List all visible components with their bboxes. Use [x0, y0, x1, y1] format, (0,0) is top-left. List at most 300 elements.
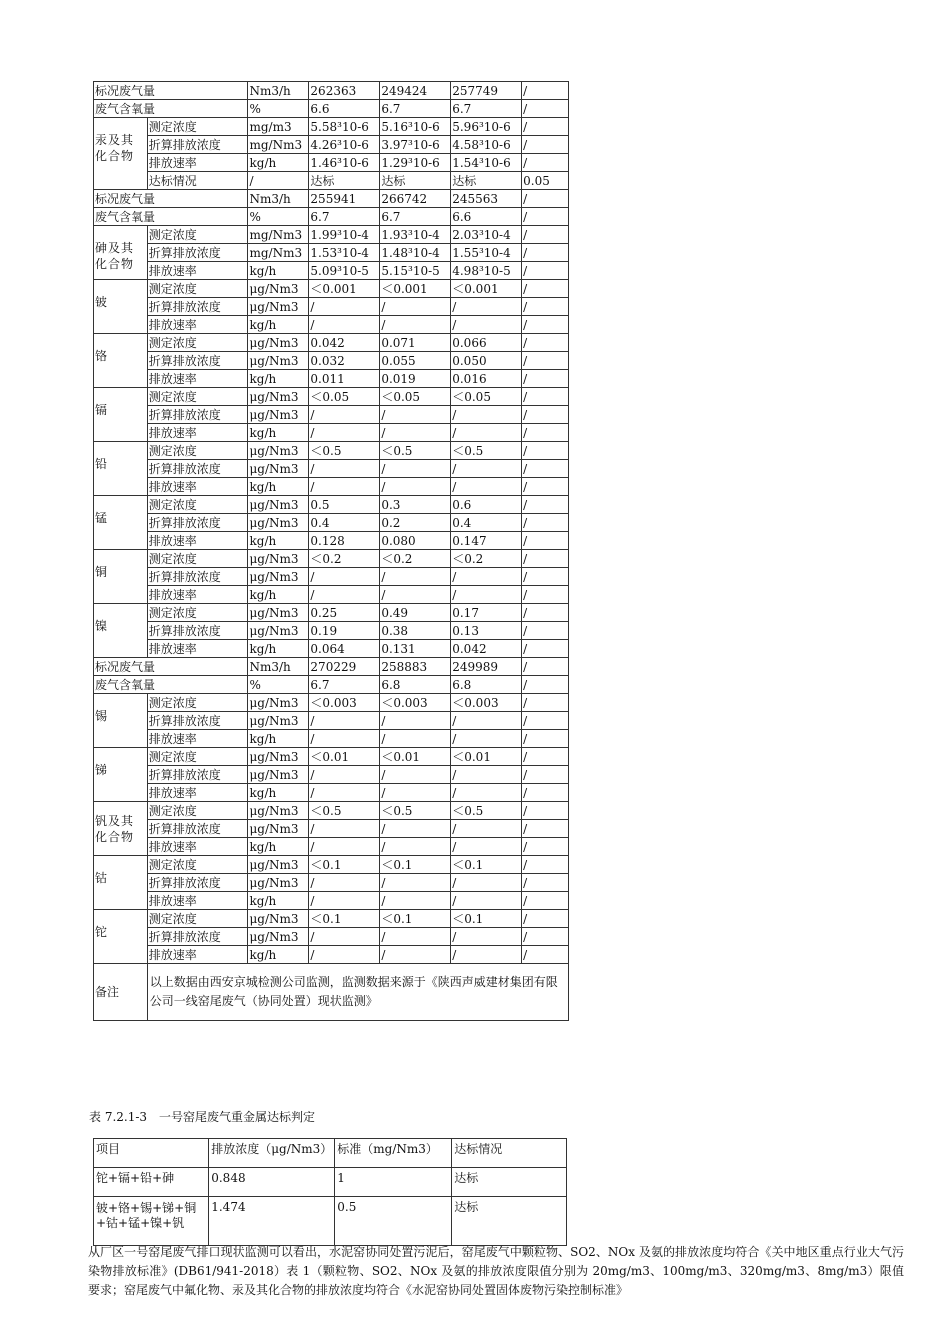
value-cell: /	[451, 838, 522, 856]
parameter-cell: 折算排放浓度	[147, 514, 248, 532]
summary-header-row	[94, 1139, 567, 1168]
table-row	[94, 892, 569, 910]
value-cell: 0.25	[309, 604, 380, 622]
unit-cell: μg/Nm3	[248, 514, 309, 532]
value-cell: 5.16³10-6	[380, 118, 451, 136]
unit-cell: μg/Nm3	[248, 460, 309, 478]
value-cell: /	[522, 280, 569, 298]
value-cell: /	[451, 820, 522, 838]
parameter-cell: 测定浓度	[147, 496, 248, 514]
value-cell: /	[309, 820, 380, 838]
value-cell: /	[522, 352, 569, 370]
table-row	[94, 784, 569, 802]
unit-cell: kg/h	[248, 478, 309, 496]
unit-cell: kg/h	[248, 154, 309, 172]
value-cell: /	[309, 766, 380, 784]
table-row	[94, 262, 569, 280]
value-cell: ＜0.05	[309, 388, 380, 406]
value-cell: ＜0.1	[309, 856, 380, 874]
table-row	[94, 478, 569, 496]
value-cell: /	[380, 784, 451, 802]
value-cell: ＜0.5	[309, 442, 380, 460]
parameter-cell: 折算排放浓度	[147, 766, 248, 784]
table-row	[94, 496, 569, 514]
table-row	[94, 874, 569, 892]
value-cell: /	[309, 838, 380, 856]
parameter-cell: 排放速率	[147, 892, 248, 910]
value-cell: 249424	[380, 82, 451, 100]
value-cell: /	[309, 874, 380, 892]
value-cell: /	[522, 766, 569, 784]
value-cell: /	[380, 586, 451, 604]
table-row	[94, 766, 569, 784]
table-row	[94, 136, 569, 154]
value-cell: /	[451, 892, 522, 910]
value-cell: ＜0.01	[451, 748, 522, 766]
unit-cell: μg/Nm3	[248, 334, 309, 352]
value-cell: 达标	[451, 172, 522, 190]
conclusion-paragraph: 从厂区一号窑尾废气排口现状监测可以看出，水泥窑协同处置污泥后，窑尾废气中颗粒物、SO2、NOx 及氨的排放浓度均符合《关中地区重点行业大气污染物排放标准》(DB61/941-2018）表 1（颗粒物、SO2、NOx 及氨的排放浓度限值分别为 20mg/m3、100mg/m3、320mg/m3、8mg/m3）限值要求；窑尾废气中氟化物、汞及其化合物的排放浓度均符合《水泥窑协同处置固体废物污染控制标准》	[88, 1245, 904, 1297]
value-cell: /	[451, 766, 522, 784]
value-cell: 0.128	[309, 532, 380, 550]
table-row	[94, 172, 569, 190]
table-row	[94, 388, 569, 406]
value-cell: /	[522, 712, 569, 730]
value-cell: 0.032	[309, 352, 380, 370]
value-cell: /	[309, 892, 380, 910]
unit-cell: μg/Nm3	[248, 928, 309, 946]
table-row	[94, 856, 569, 874]
summary-concentration: 1.474	[209, 1197, 335, 1246]
table-row	[94, 370, 569, 388]
table-row	[94, 352, 569, 370]
value-cell: /	[380, 316, 451, 334]
unit-cell: μg/Nm3	[248, 622, 309, 640]
value-cell: /	[309, 406, 380, 424]
parameter-cell: 折算排放浓度	[147, 298, 248, 316]
value-cell: /	[451, 712, 522, 730]
value-cell: /	[522, 334, 569, 352]
unit-cell: kg/h	[248, 640, 309, 658]
table-row	[94, 226, 569, 244]
value-cell: ＜0.05	[380, 388, 451, 406]
parameter-cell: 折算排放浓度	[147, 352, 248, 370]
value-cell: 266742	[380, 190, 451, 208]
parameter-cell: 测定浓度	[147, 442, 248, 460]
value-cell: /	[522, 820, 569, 838]
table-row	[94, 100, 569, 118]
value-cell: 6.7	[309, 676, 380, 694]
unit-cell: kg/h	[248, 316, 309, 334]
unit-cell: kg/h	[248, 586, 309, 604]
parameter-cell: 排放速率	[147, 370, 248, 388]
value-cell: 0.17	[451, 604, 522, 622]
value-cell: /	[309, 478, 380, 496]
value-cell: /	[309, 730, 380, 748]
value-cell: 6.7	[380, 208, 451, 226]
value-cell: /	[380, 424, 451, 442]
value-cell: 0.147	[451, 532, 522, 550]
value-cell: /	[522, 478, 569, 496]
value-cell: 0.071	[380, 334, 451, 352]
row-label: 废气含氧量	[94, 100, 248, 118]
table-row	[94, 532, 569, 550]
table-row	[94, 640, 569, 658]
parameter-cell: 测定浓度	[147, 334, 248, 352]
table-row	[94, 694, 569, 712]
value-cell: /	[522, 676, 569, 694]
unit-cell: μg/Nm3	[248, 874, 309, 892]
value-cell: /	[380, 478, 451, 496]
pollutant-name: 铍	[94, 280, 148, 334]
parameter-cell: 排放速率	[147, 532, 248, 550]
parameter-cell: 排放速率	[147, 424, 248, 442]
table-row	[94, 208, 569, 226]
value-cell: 249989	[451, 658, 522, 676]
value-cell: /	[522, 586, 569, 604]
parameter-cell: 折算排放浓度	[147, 712, 248, 730]
value-cell: ＜0.5	[380, 442, 451, 460]
unit-cell: μg/Nm3	[248, 712, 309, 730]
value-cell: /	[451, 568, 522, 586]
value-cell: ＜0.1	[380, 910, 451, 928]
value-cell: /	[522, 730, 569, 748]
pollutant-name: 铊	[94, 910, 148, 964]
table-row	[94, 190, 569, 208]
table-row	[94, 604, 569, 622]
value-cell: 0.066	[451, 334, 522, 352]
table-row	[94, 712, 569, 730]
value-cell: 0.49	[380, 604, 451, 622]
unit-cell: kg/h	[248, 262, 309, 280]
pollutant-name: 铬	[94, 334, 148, 388]
value-cell: 0.042	[451, 640, 522, 658]
parameter-cell: 测定浓度	[147, 910, 248, 928]
unit-cell: μg/Nm3	[248, 352, 309, 370]
value-cell: /	[380, 928, 451, 946]
value-cell: /	[380, 874, 451, 892]
unit-cell: kg/h	[248, 532, 309, 550]
value-cell: ＜0.001	[380, 280, 451, 298]
value-cell: /	[522, 262, 569, 280]
header-standard: 标准（mg/Nm3）	[335, 1139, 452, 1168]
unit-cell: Nm3/h	[248, 82, 309, 100]
value-cell: 1.55³10-4	[451, 244, 522, 262]
value-cell: 达标	[309, 172, 380, 190]
value-cell: /	[522, 100, 569, 118]
value-cell: 1.54³10-6	[451, 154, 522, 172]
value-cell: /	[309, 928, 380, 946]
value-cell: 0.4	[309, 514, 380, 532]
table-row	[94, 730, 569, 748]
value-cell: 0.016	[451, 370, 522, 388]
row-label: 废气含氧量	[94, 676, 248, 694]
value-cell: 0.2	[380, 514, 451, 532]
table-row	[94, 334, 569, 352]
value-cell: 5.15³10-5	[380, 262, 451, 280]
value-cell: 0.064	[309, 640, 380, 658]
summary-row	[94, 1197, 567, 1246]
header-compliance: 达标情况	[452, 1139, 567, 1168]
value-cell: 3.97³10-6	[380, 136, 451, 154]
value-cell: ＜0.1	[451, 856, 522, 874]
pollutant-name: 汞及其化合物	[94, 118, 148, 190]
value-cell: /	[380, 892, 451, 910]
value-cell: /	[522, 748, 569, 766]
parameter-cell: 排放速率	[147, 640, 248, 658]
parameter-cell: 折算排放浓度	[147, 406, 248, 424]
value-cell: /	[380, 730, 451, 748]
unit-cell: μg/Nm3	[248, 550, 309, 568]
parameter-cell: 排放速率	[147, 478, 248, 496]
header-item: 项目	[94, 1139, 209, 1168]
value-cell: ＜0.003	[451, 694, 522, 712]
value-cell: 6.8	[451, 676, 522, 694]
unit-cell: kg/h	[248, 370, 309, 388]
value-cell: 0.050	[451, 352, 522, 370]
parameter-cell: 测定浓度	[147, 550, 248, 568]
value-cell: ＜0.1	[380, 856, 451, 874]
value-cell: 5.09³10-5	[309, 262, 380, 280]
value-cell: /	[451, 946, 522, 964]
monitoring-data-table	[93, 81, 569, 1021]
unit-cell: μg/Nm3	[248, 694, 309, 712]
value-cell: 2.03³10-4	[451, 226, 522, 244]
parameter-cell: 排放速率	[147, 316, 248, 334]
value-cell: 0.080	[380, 532, 451, 550]
value-cell: 5.58³10-6	[309, 118, 380, 136]
value-cell: ＜0.2	[451, 550, 522, 568]
value-cell: /	[451, 874, 522, 892]
table-row	[94, 946, 569, 964]
parameter-cell: 折算排放浓度	[147, 622, 248, 640]
value-cell: /	[522, 424, 569, 442]
table-caption: 表 7.2.1-3 一号窑尾废气重金属达标判定	[89, 1110, 316, 1124]
parameter-cell: 排放速率	[147, 946, 248, 964]
unit-cell: μg/Nm3	[248, 802, 309, 820]
value-cell: ＜0.05	[451, 388, 522, 406]
value-cell: 0.019	[380, 370, 451, 388]
value-cell: /	[451, 298, 522, 316]
value-cell: ＜0.001	[309, 280, 380, 298]
unit-cell: μg/Nm3	[248, 820, 309, 838]
value-cell: /	[522, 406, 569, 424]
parameter-cell: 测定浓度	[147, 226, 248, 244]
value-cell: 5.96³10-6	[451, 118, 522, 136]
value-cell: /	[522, 550, 569, 568]
value-cell: /	[522, 946, 569, 964]
table-row	[94, 838, 569, 856]
table-row	[94, 550, 569, 568]
value-cell: /	[522, 442, 569, 460]
value-cell: /	[522, 208, 569, 226]
pollutant-name: 锰	[94, 496, 148, 550]
value-cell: /	[309, 946, 380, 964]
table-row	[94, 820, 569, 838]
notes-row	[94, 964, 569, 1021]
value-cell: /	[309, 316, 380, 334]
value-cell: ＜0.1	[451, 910, 522, 928]
value-cell: 6.6	[309, 100, 380, 118]
value-cell: /	[380, 406, 451, 424]
parameter-cell: 折算排放浓度	[147, 928, 248, 946]
value-cell: /	[309, 586, 380, 604]
value-cell: /	[522, 226, 569, 244]
value-cell: /	[380, 820, 451, 838]
unit-cell: %	[248, 676, 309, 694]
row-label: 标况废气量	[94, 82, 248, 100]
value-cell: 0.042	[309, 334, 380, 352]
pollutant-name: 砷及其化合物	[94, 226, 148, 280]
table-row	[94, 658, 569, 676]
value-cell: /	[522, 298, 569, 316]
value-cell: /	[309, 784, 380, 802]
value-cell: /	[522, 892, 569, 910]
table-row	[94, 748, 569, 766]
value-cell: /	[380, 712, 451, 730]
value-cell: 6.6	[451, 208, 522, 226]
value-cell: ＜0.003	[380, 694, 451, 712]
value-cell: 270229	[309, 658, 380, 676]
table-row	[94, 118, 569, 136]
value-cell: /	[380, 766, 451, 784]
value-cell: /	[451, 928, 522, 946]
unit-cell: %	[248, 208, 309, 226]
value-cell: /	[380, 460, 451, 478]
unit-cell: kg/h	[248, 784, 309, 802]
unit-cell: mg/m3	[248, 118, 309, 136]
header-concentration: 排放浓度（μg/Nm3）	[209, 1139, 335, 1168]
value-cell: /	[451, 784, 522, 802]
value-cell: /	[380, 838, 451, 856]
summary-item: 铊+镉+铅+砷	[94, 1168, 209, 1197]
value-cell: /	[380, 946, 451, 964]
summary-standard: 0.5	[335, 1197, 452, 1246]
value-cell: /	[522, 82, 569, 100]
value-cell: /	[309, 424, 380, 442]
unit-cell: kg/h	[248, 838, 309, 856]
value-cell: /	[522, 118, 569, 136]
parameter-cell: 测定浓度	[147, 694, 248, 712]
value-cell: ＜0.5	[451, 442, 522, 460]
parameter-cell: 排放速率	[147, 838, 248, 856]
value-cell: ＜0.01	[380, 748, 451, 766]
unit-cell: μg/Nm3	[248, 496, 309, 514]
value-cell: 258883	[380, 658, 451, 676]
table-row	[94, 460, 569, 478]
value-cell: 6.7	[380, 100, 451, 118]
unit-cell: μg/Nm3	[248, 442, 309, 460]
parameter-cell: 测定浓度	[147, 118, 248, 136]
value-cell: /	[522, 190, 569, 208]
value-cell: /	[522, 910, 569, 928]
value-cell: ＜0.2	[309, 550, 380, 568]
unit-cell: μg/Nm3	[248, 910, 309, 928]
parameter-cell: 排放速率	[147, 262, 248, 280]
unit-cell: kg/h	[248, 730, 309, 748]
value-cell: 257749	[451, 82, 522, 100]
unit-cell: μg/Nm3	[248, 280, 309, 298]
value-cell: /	[380, 298, 451, 316]
value-cell: 1.53³10-4	[309, 244, 380, 262]
row-label: 标况废气量	[94, 658, 248, 676]
parameter-cell: 测定浓度	[147, 388, 248, 406]
notes-text: 以上数据由西安京城检测公司监测，监测数据来源于《陕西声威建材集团有限公司一线窑尾废气（协同处置）现状监测》	[147, 964, 568, 1021]
value-cell: /	[451, 316, 522, 334]
value-cell: /	[309, 460, 380, 478]
parameter-cell: 折算排放浓度	[147, 820, 248, 838]
table-row	[94, 244, 569, 262]
unit-cell: μg/Nm3	[248, 406, 309, 424]
value-cell: /	[451, 730, 522, 748]
value-cell: /	[522, 514, 569, 532]
pollutant-name: 钴	[94, 856, 148, 910]
table-row	[94, 406, 569, 424]
table-row	[94, 568, 569, 586]
value-cell: 0.19	[309, 622, 380, 640]
unit-cell: μg/Nm3	[248, 388, 309, 406]
table-row	[94, 316, 569, 334]
parameter-cell: 达标情况	[147, 172, 248, 190]
table-row	[94, 514, 569, 532]
value-cell: 6.8	[380, 676, 451, 694]
value-cell: /	[522, 136, 569, 154]
unit-cell: μg/Nm3	[248, 568, 309, 586]
value-cell: /	[451, 460, 522, 478]
pollutant-name: 锑	[94, 748, 148, 802]
value-cell: ＜0.5	[451, 802, 522, 820]
table-row	[94, 280, 569, 298]
pollutant-name: 锡	[94, 694, 148, 748]
unit-cell: Nm3/h	[248, 190, 309, 208]
unit-cell: μg/Nm3	[248, 604, 309, 622]
value-cell: /	[522, 802, 569, 820]
parameter-cell: 排放速率	[147, 730, 248, 748]
value-cell: /	[522, 316, 569, 334]
unit-cell: /	[248, 172, 309, 190]
pollutant-name: 镍	[94, 604, 148, 658]
summary-compliance: 达标	[452, 1168, 567, 1197]
value-cell: 1.99³10-4	[309, 226, 380, 244]
value-cell: /	[522, 658, 569, 676]
parameter-cell: 折算排放浓度	[147, 874, 248, 892]
unit-cell: mg/Nm3	[248, 136, 309, 154]
summary-concentration: 0.848	[209, 1168, 335, 1197]
value-cell: 4.98³10-5	[451, 262, 522, 280]
value-cell: 1.46³10-6	[309, 154, 380, 172]
parameter-cell: 测定浓度	[147, 748, 248, 766]
value-cell: /	[451, 478, 522, 496]
value-cell: 6.7	[309, 208, 380, 226]
value-cell: /	[309, 568, 380, 586]
value-cell: /	[309, 298, 380, 316]
value-cell: /	[522, 604, 569, 622]
parameter-cell: 测定浓度	[147, 802, 248, 820]
value-cell: 0.055	[380, 352, 451, 370]
parameter-cell: 折算排放浓度	[147, 136, 248, 154]
unit-cell: μg/Nm3	[248, 298, 309, 316]
value-cell: 1.93³10-4	[380, 226, 451, 244]
table-row	[94, 424, 569, 442]
value-cell: 0.05	[522, 172, 569, 190]
value-cell: 245563	[451, 190, 522, 208]
value-cell: /	[522, 460, 569, 478]
summary-item: 铍+铬+锡+锑+铜+钴+锰+镍+钒	[94, 1197, 209, 1246]
value-cell: 4.58³10-6	[451, 136, 522, 154]
parameter-cell: 测定浓度	[147, 280, 248, 298]
parameter-cell: 测定浓度	[147, 856, 248, 874]
unit-cell: μg/Nm3	[248, 856, 309, 874]
